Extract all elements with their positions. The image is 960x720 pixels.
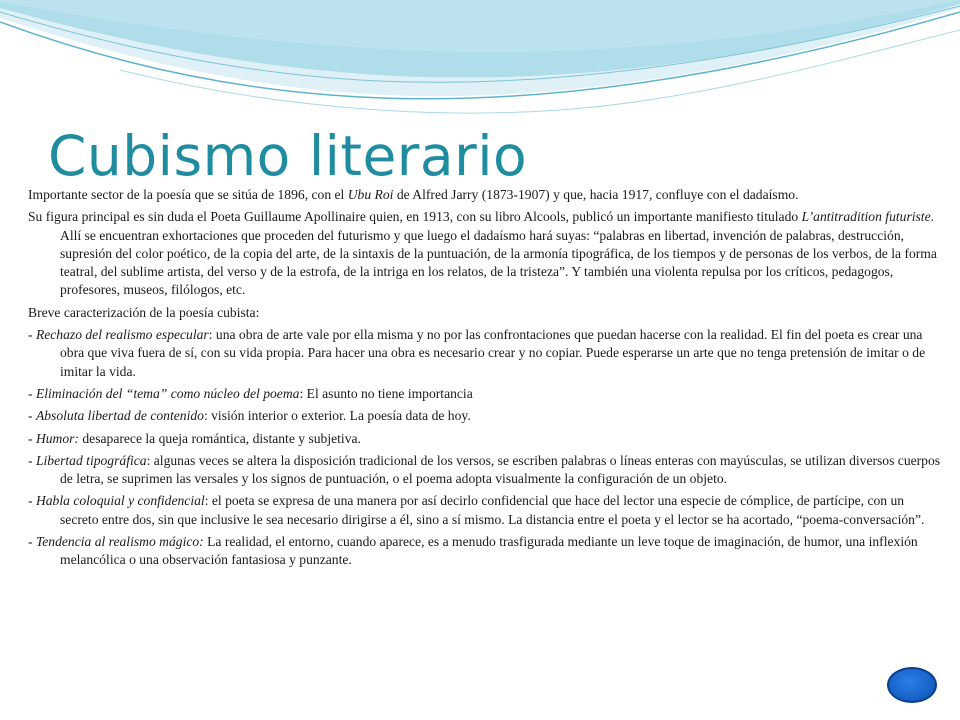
paragraph-emphasis: Ubu Roi <box>347 187 394 202</box>
body-paragraph <box>28 407 944 425</box>
paragraph-emphasis: Libertad tipográfica <box>35 452 147 468</box>
paragraph-text: : algunas veces se altera la disposición tradicional de los versos, se escriben palabras o líneas enteras con mayúsculas, se utilizan diversos cuerpos de letra, se suprimen las versales y los signos de puntuación, o el poema adopta visualmente la configuración de un objeto. <box>60 452 941 487</box>
header-wave-decoration <box>0 0 960 130</box>
paragraph-text: - <box>28 385 36 401</box>
paragraph-text: de Alfred Jarry (1873-1907) y que, hacia 1917, confluye con el dadaísmo. <box>393 187 799 202</box>
paragraph-emphasis: Rechazo del realismo especular <box>35 327 209 343</box>
paragraph-text: La realidad, el entorno, cuando aparece, es a menudo trasfigurada mediante un leve toque de imaginación, de humor, una inflexión melancólica o una observación fantasiosa y punzante. <box>60 534 918 568</box>
paragraph-emphasis: Absoluta libertad de contenido <box>35 408 204 424</box>
body-paragraph <box>28 385 944 403</box>
body-paragraph <box>28 208 944 299</box>
body-paragraph <box>28 304 944 322</box>
paragraph-emphasis: Eliminación del “tema” como núcleo del poema <box>35 385 300 401</box>
paragraph-text: : visión interior o exterior. La poesía data de hoy. <box>203 408 471 424</box>
nav-action-button[interactable] <box>887 667 937 703</box>
paragraph-text: - <box>28 534 36 550</box>
paragraph-text: Su figura principal es sin duda el Poeta Guillaume Apollinaire quien, en 1913, con su libro Alcools, publicó un importante manifiesto titulado <box>28 209 802 225</box>
body-paragraph <box>28 533 944 570</box>
paragraph-text: . Allí se encuentran exhortaciones que proceden del futurismo y que luego el dadaísmo hará suyas: “palabras en libertad, invención de palabras, destrucción, supresión del color poético, de la copia del arte, de la sintaxis de la puntuación, de la armonía tipográfica, de los tiempos y de personas de los verbos, de la forma teatral, del sublime artista, del verso y de la estrofa, de la intriga en los relatos, de la tristeza”. Y también una violenta repulsa por los críticos, pedagogos, profesores, museos, filólogos, etc. <box>60 209 937 298</box>
body-paragraph <box>28 452 944 489</box>
paragraph-emphasis: Humor: <box>35 430 79 446</box>
body-paragraph <box>28 326 944 381</box>
paragraph-text: : El asunto no tiene importancia <box>299 385 473 401</box>
body-paragraph <box>28 186 944 204</box>
paragraph-text: - <box>28 430 36 446</box>
paragraph-text: - <box>28 493 36 509</box>
paragraph-text: Breve caracterización de la poesía cubista: <box>28 304 260 320</box>
paragraph-text: - <box>28 327 36 343</box>
body-paragraph <box>28 430 944 448</box>
slide-body <box>28 186 944 574</box>
paragraph-text: - <box>28 408 36 424</box>
paragraph-text: : una obra de arte vale por ella misma y no por las confrontaciones que puedan hacerse con la realidad. El fin del poeta es crear una obra que viva fuera de sí, con su vida propia. Para hacer una obra es necesario crear y no copiar. Puede esperarse un arte que no tenga pretensión de imitar o de imitar la vida. <box>60 327 926 379</box>
paragraph-emphasis: Tendencia al realismo mágico: <box>35 534 204 550</box>
paragraph-emphasis: L’antitradition futuriste <box>801 209 931 225</box>
paragraph-text: : el poeta se expresa de una manera por así decirlo confidencial que hace del lector una especie de cómplice, de partícipe, con un secreto entre dos, sin que inclusive le sea necesario dirigirse a él, sino a sí mismo. La distancia entre el poeta y el lector se ha acortado, “poema-conversación”. <box>60 493 925 527</box>
paragraph-emphasis: Habla coloquial y confidencial <box>35 493 205 509</box>
paragraph-text: - <box>28 452 36 468</box>
body-paragraph <box>28 492 944 529</box>
slide-title: Cubismo literario <box>48 124 528 188</box>
paragraph-text: Importante sector de la poesía que se sitúa de 1896, con el <box>28 187 348 202</box>
paragraph-text: desaparece la queja romántica, distante y subjetiva. <box>78 430 361 446</box>
